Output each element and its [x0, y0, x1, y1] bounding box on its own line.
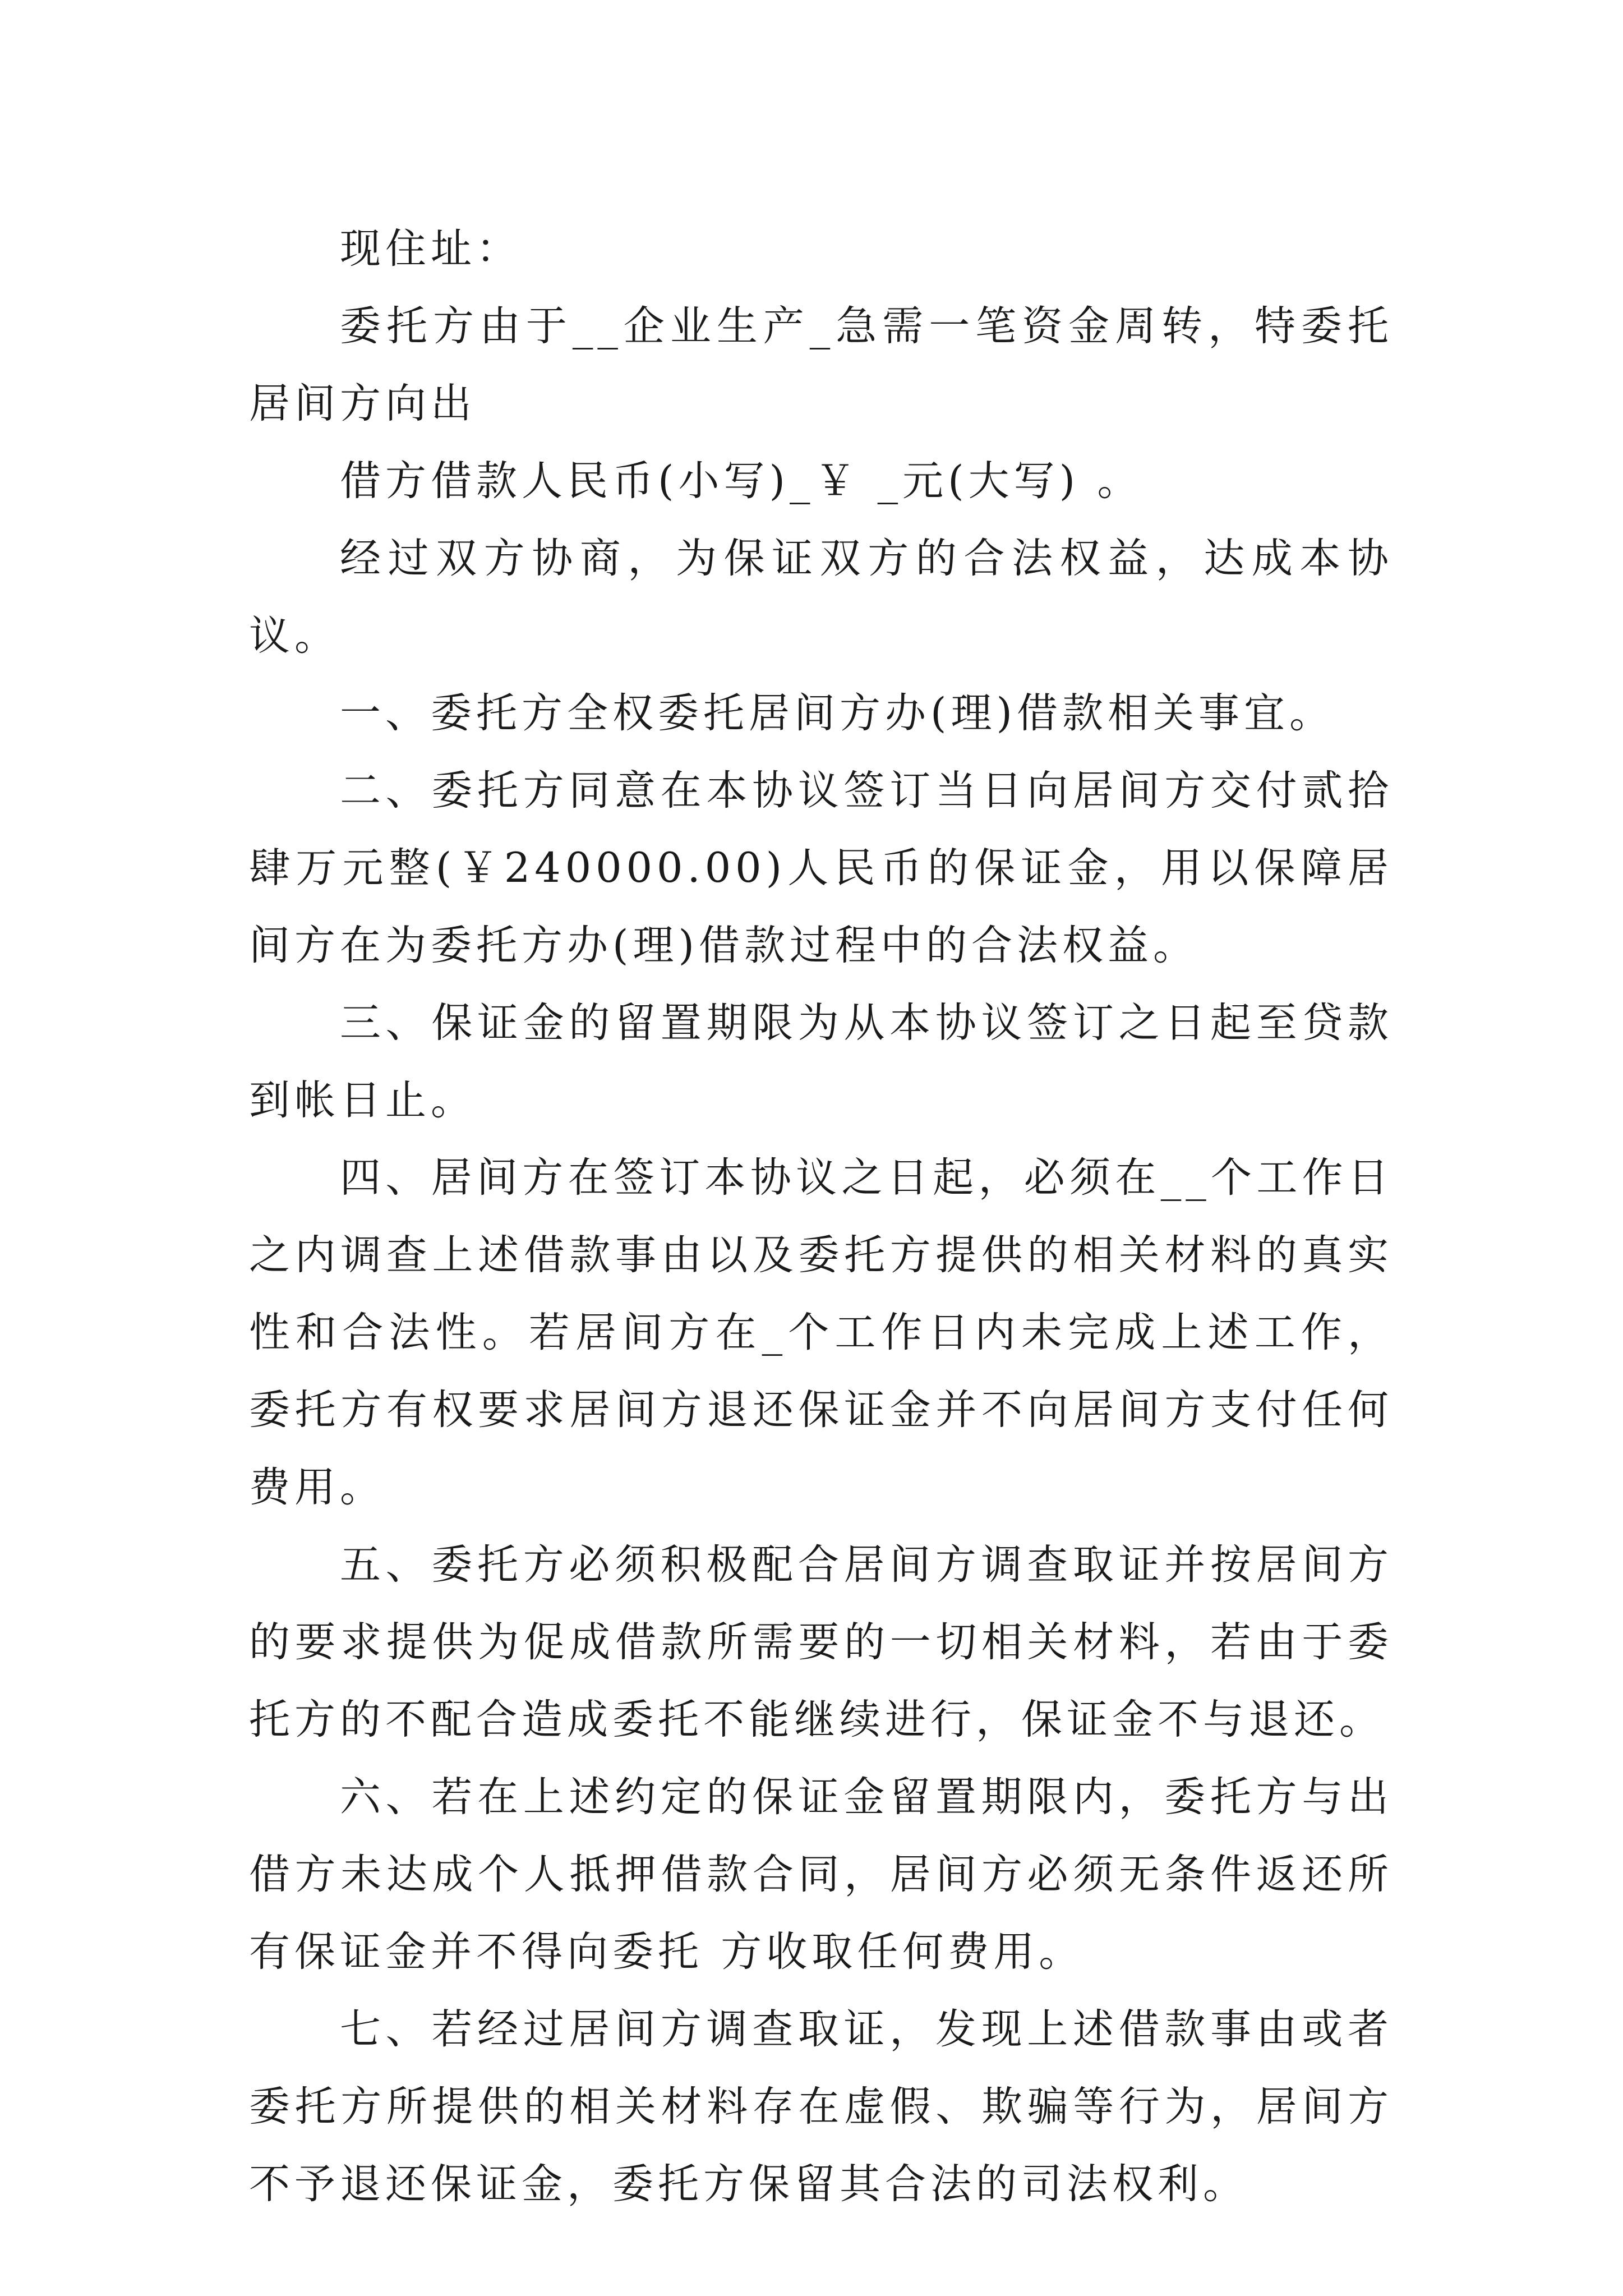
paragraph-agreement: 经过双方协商，为保证双方的合法权益，达成本协议。 [249, 535, 1393, 660]
clause-5: 五、委托方必须积极配合居间方调查取证并按居间方的要求提供为促成借款所需要的一切相关材料，若由于委托方的不配合造成委托不能继续进行，保证金不与退还。 [249, 1541, 1393, 1743]
paragraph-amount: 借方借款人民币(小写)_￥ _元(大写) 。 [340, 457, 1143, 505]
clause-6: 六、若在上述约定的保证金留置期限内，委托方与出借方未达成个人抵押借款合同，居间方必须无条件返还所有保证金并不得向委托 方收取任何费用。 [249, 1773, 1393, 1976]
clause-1: 一、委托方全权委托居间方办(理)借款相关事宜。 [340, 689, 1335, 737]
clause-7: 七、若经过居间方调查取证，发现上述借款事由或者委托方所提供的相关材料存在虚假、欺骗等行为，居间方不予退还保证金，委托方保留其合法的司法权利。 [249, 2005, 1393, 2208]
clause-3: 三、保证金的留置期限为从本协议签订之日起至贷款到帐日止。 [249, 999, 1393, 1124]
paragraph-purpose: 委托方由于__企业生产_急需一笔资金周转，特委托居间方向出 [249, 302, 1393, 427]
clause-4: 四、居间方在签订本协议之日起，必须在__个工作日之内调查上述借款事由以及委托方提供的相关材料的真实性和合法性。若居间方在_个工作日内未完成上述工作，委托方有权要求居间方退还保证金并不向居间方支付任何费用。 [249, 1154, 1393, 1511]
clause-2: 二、委托方同意在本协议签订当日向居间方交付贰拾肆万元整(￥240000.00)人民币的保证金，用以保障居间方在为委托方办(理)借款过程中的合法权益。 [249, 767, 1393, 969]
paragraph-address: 现住址： [340, 225, 522, 273]
document-body [249, 210, 1393, 2223]
